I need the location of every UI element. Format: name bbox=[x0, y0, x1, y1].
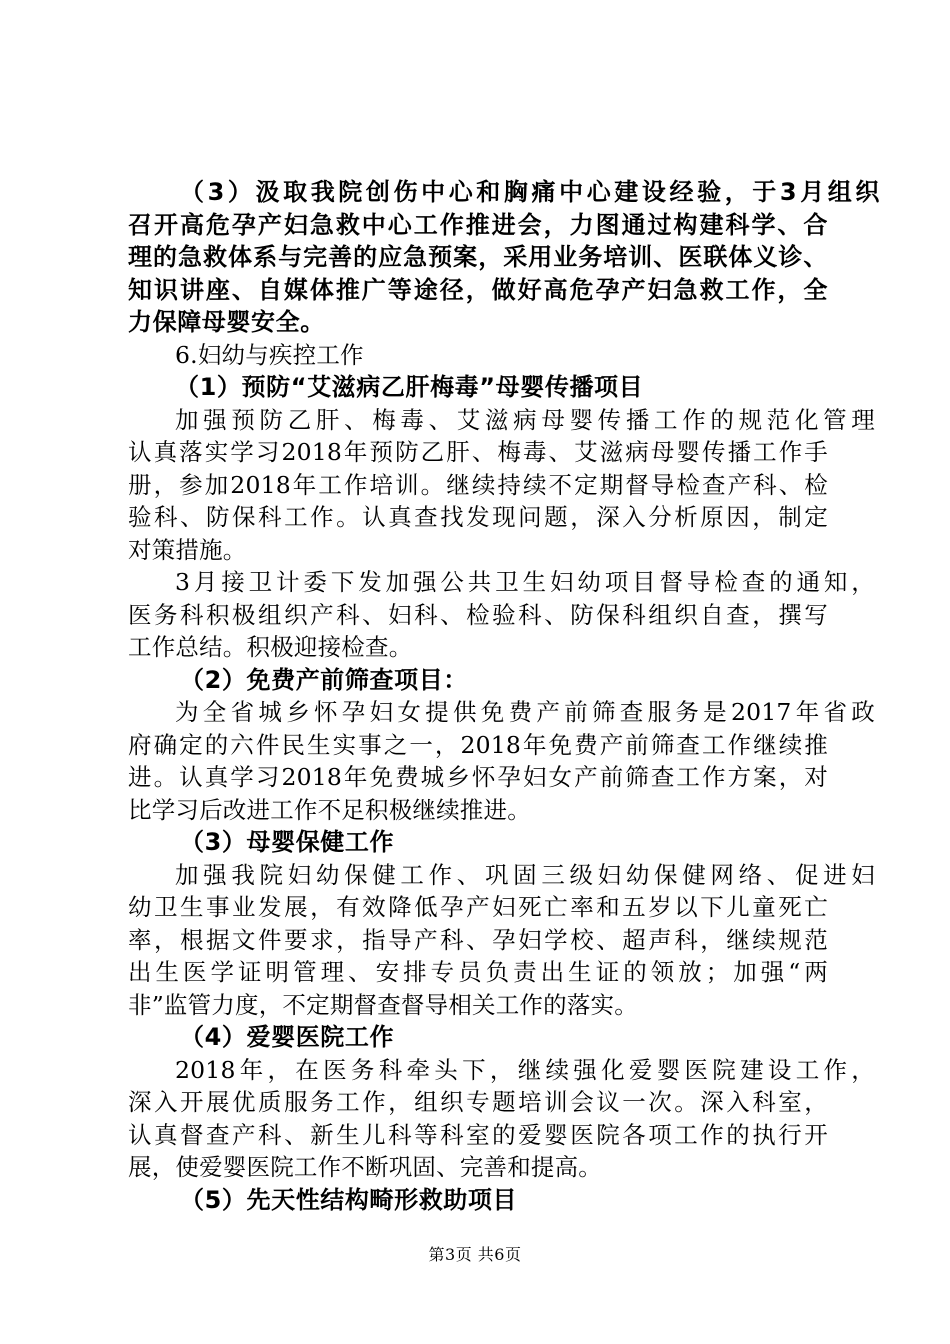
text-line: 知识讲座、自媒体推广等途径，做好高危孕产妇急救工作，全 bbox=[128, 275, 828, 304]
text-line: 加强预防乙肝、梅毒、艾滋病母婴传播工作的规范化管理 bbox=[175, 405, 875, 434]
text-line: 册，参加2018年工作培训。继续持续不定期督导检查产科、检 bbox=[128, 470, 828, 499]
text-line: 验科、防保科工作。认真查找发现问题，深入分析原因，制定 bbox=[128, 503, 828, 531]
text-line: 府确定的六件民生实事之一，2018年免费产前筛查工作继续推 bbox=[128, 730, 828, 759]
page-footer: 第3页 共6页 bbox=[428, 1245, 522, 1264]
text-line: 展，使爱婴医院工作不断巩固、完善和提高。 bbox=[128, 1153, 602, 1181]
text-line: 力保障母婴安全。 bbox=[128, 308, 325, 336]
text-line: 比学习后改进工作不足积极继续推进。 bbox=[128, 795, 531, 824]
text-line: （1）预防“艾滋病乙肝梅毒”母婴传播项目 bbox=[175, 373, 644, 401]
text-line: （3）母婴保健工作 bbox=[180, 828, 395, 856]
text-line: 医务科积极组织产科、妇科、检验科、防保科组织自查，撰写 bbox=[128, 600, 828, 629]
text-line: 理的急救体系与完善的应急预案，采用业务培训、医联体义诊、 bbox=[128, 243, 828, 271]
text-line: 率，根据文件要求，指导产科、孕妇学校、超声科，继续规范 bbox=[128, 925, 828, 954]
text-line: 6.妇幼与疾控工作 bbox=[175, 340, 364, 369]
text-line: 认真落实学习2018年预防乙肝、梅毒、艾滋病母婴传播工作手 bbox=[128, 438, 828, 466]
text-line: 认真督查产科、新生儿科等科室的爱婴医院各项工作的执行开 bbox=[128, 1120, 828, 1149]
text-line: 深入开展优质服务工作，组织专题培训会议一次。深入科室， bbox=[128, 1088, 828, 1116]
text-line: （4）爱婴医院工作 bbox=[180, 1023, 395, 1051]
text-line: 非”监管力度，不定期督查督导相关工作的落实。 bbox=[128, 990, 638, 1019]
text-line: 幼卫生事业发展，有效降低孕产妇死亡率和五岁以下儿童死亡 bbox=[128, 893, 828, 921]
text-line: （3）汲取我院创伤中心和胸痛中心建设经验，于3月组织 bbox=[180, 178, 880, 206]
text-line: （2）免费产前筛查项目： bbox=[180, 665, 468, 694]
text-line: 2018年，在医务科牵头下，继续强化爱婴医院建设工作， bbox=[175, 1055, 875, 1084]
text-line: （5）先天性结构畸形救助项目 bbox=[180, 1185, 518, 1214]
text-line: 加强我院妇幼保健工作、巩固三级妇幼保健网络、促进妇 bbox=[175, 860, 875, 889]
text-line: 出生医学证明管理、安排专员负责出生证的领放；加强“两 bbox=[128, 958, 828, 986]
text-line: 3月接卫计委下发加强公共卫生妇幼项目督导检查的通知， bbox=[175, 568, 875, 596]
text-line: 对策措施。 bbox=[128, 535, 247, 564]
text-line: 进。认真学习2018年免费城乡怀孕妇女产前筛查工作方案，对 bbox=[128, 763, 828, 791]
text-line: 为全省城乡怀孕妇女提供免费产前筛查服务是2017年省政 bbox=[175, 698, 875, 726]
text-line: 工作总结。积极迎接检查。 bbox=[128, 633, 413, 661]
text-line: 召开高危孕产妇急救中心工作推进会，力图通过构建科学、合 bbox=[128, 210, 828, 239]
document-body bbox=[128, 176, 880, 1216]
